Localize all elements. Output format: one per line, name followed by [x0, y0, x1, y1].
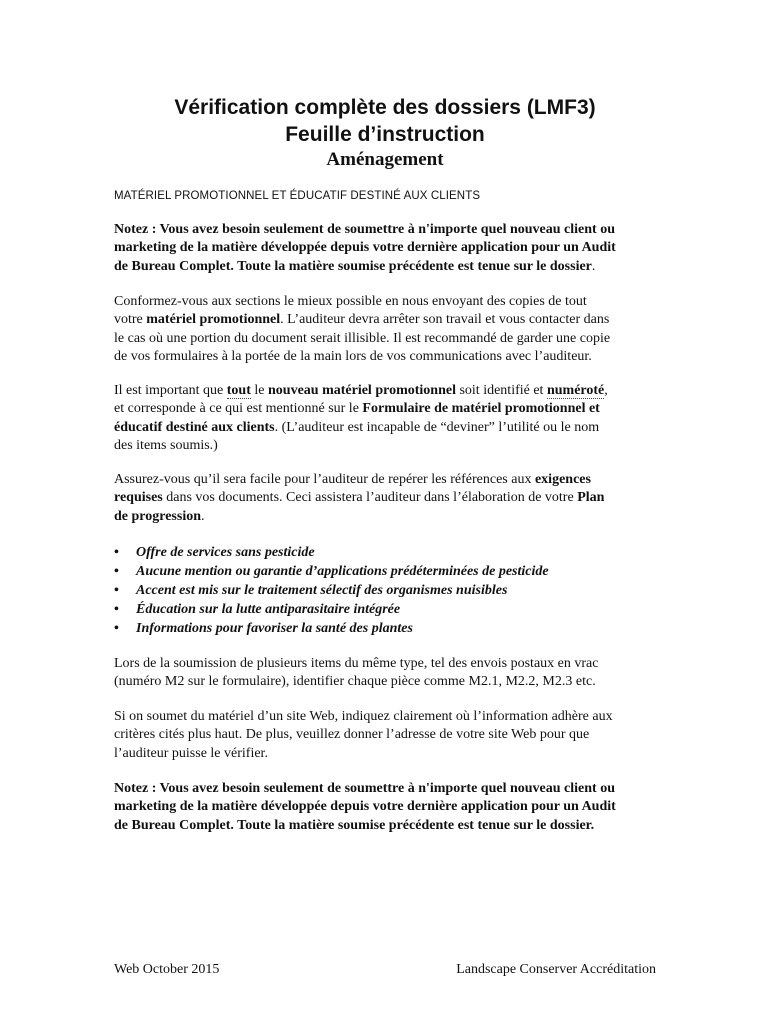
instructions-paragraph-3: Assurez-vous qu’il sera facile pour l’auditeur de repérer les références aux exigences requises dans vos documents. Ceci assistera l’auditeur dans l’élaboration de votre Plan de progression. — [114, 472, 605, 524]
list-item: • Accent est mis sur le traitement sélectif des organismes nuisibles — [114, 583, 508, 598]
emphasis-tout: tout — [226, 383, 251, 398]
footer-program: Landscape Conserver Accréditation — [456, 962, 656, 977]
document-title: Vérification complète des dossiers (LMF3) — [174, 96, 596, 119]
instructions-paragraph-5: Si on soumet du matériel d’un site Web, indiquez clairement où l’information adhère aux critères cités plus haut. De plus, veuillez donner l’adresse de votre site Web pour que l’auditeur puisse le vérifier. — [114, 709, 613, 761]
document-category: Aménagement — [326, 149, 444, 170]
emphasis-numerote: numéroté — [546, 383, 605, 398]
instructions-paragraph-1: Conformez-vous aux sections le mieux possible en nous envoyant des copies de tout votre matériel promotionnel. L’auditeur devra arrêter son travail et vous contacter dans le cas où une portion du document serait illisible. Il est recommandé de garder une copie de vos formulaires à la portée de la main lors de vos communications avec l’auditeur. — [114, 294, 611, 365]
requirements-list — [114, 543, 549, 638]
list-item: • Offre de services sans pesticide — [114, 545, 315, 560]
list-item: • Informations pour favoriser la santé des plantes — [114, 621, 413, 636]
bullet-icon: • — [114, 564, 119, 579]
instructions-paragraph-4: Lors de la soumission de plusieurs items du même type, tel des envois postaux en vrac (numéro M2 sur le formulaire), identifier chaque pièce comme M2.1, M2.2, M2.3 etc. — [114, 656, 599, 690]
bullet-icon: • — [114, 545, 119, 560]
bullet-icon: • — [114, 621, 119, 636]
list-item: • Éducation sur la lutte antiparasitaire intégrée — [114, 602, 401, 617]
list-item: • Aucune mention ou garantie d’applications prédéterminées de pesticide — [114, 564, 549, 579]
bullet-icon: • — [114, 602, 119, 617]
document-subtitle: Feuille d’instruction — [285, 123, 485, 146]
bullet-icon: • — [114, 583, 119, 598]
section-heading: MATÉRIEL PROMOTIONNEL ET ÉDUCATIF DESTINÉ AUX CLIENTS — [114, 190, 481, 202]
instructions-paragraph-2: Il est important que tout le nouveau matériel promotionnel soit identifié et numéroté, et corresponde à ce qui est mentionné sur le Formulaire de matériel promotionnel et éducatif destiné aux clients. (L’auditeur est incapable de “deviner” l’utilité ou le nom des items soumis.) — [114, 383, 608, 454]
note-paragraph-top: Notez : Vous avez besoin seulement de soumettre à n'importe quel nouveau client ou marketing de la matière développée depuis votre dernière application pour un Audit de Bureau Complet. Toute la matière soumise précédente est tenue sur le dossier. — [114, 222, 616, 274]
note-paragraph-bottom: Notez : Vous avez besoin seulement de soumettre à n'importe quel nouveau client ou marketing de la matière développée depuis votre dernière application pour un Audit de Bureau Complet. Toute la matière soumise précédente est tenue sur le dossier. — [114, 781, 616, 833]
footer-date: Web October 2015 — [114, 962, 220, 977]
